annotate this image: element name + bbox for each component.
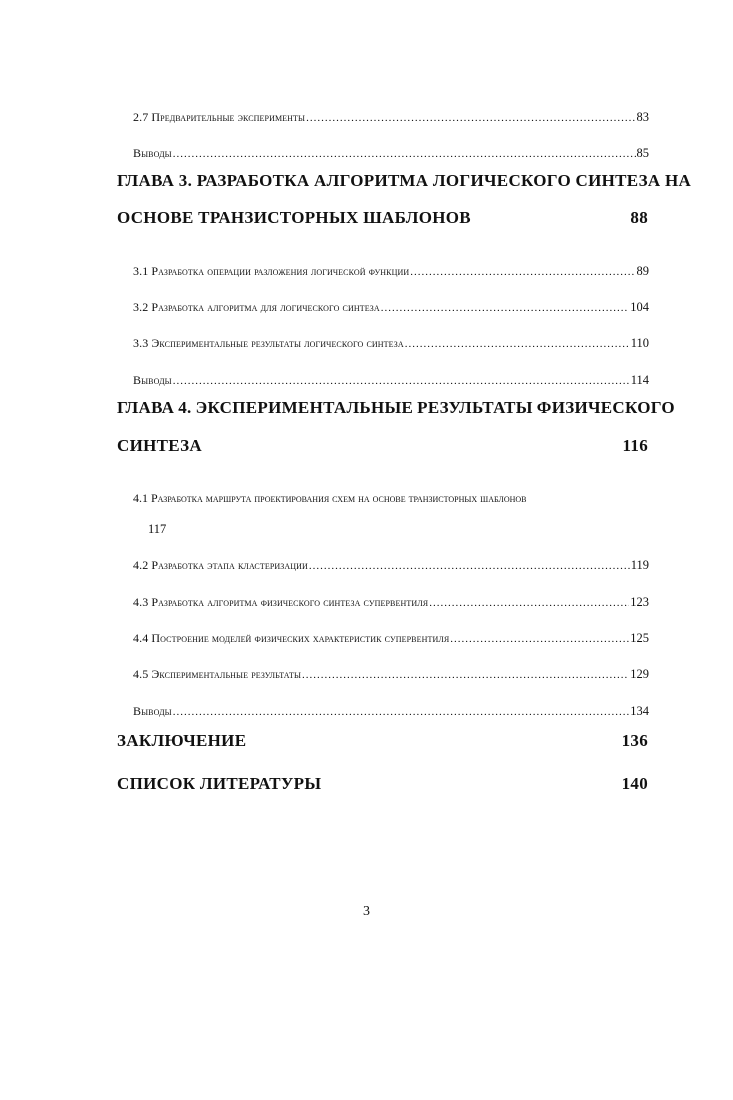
toc-chapter-word: ГЛАВА (117, 398, 175, 417)
toc-chapter-page: 116 (622, 436, 648, 455)
toc-entry-page: 83 (636, 110, 649, 124)
toc-chapter-word: ЭКСПЕРИМЕНТАЛЬНЫЕ (195, 398, 414, 417)
dot-leader (410, 264, 635, 280)
toc-entry-3-3[interactable] (133, 335, 649, 352)
toc-references[interactable] (117, 774, 650, 794)
dot-leader (173, 146, 636, 162)
dot-leader (381, 300, 629, 316)
toc-entry-4-1-label[interactable]: 4.1 Разработка маршрута проектирования схем на основе транзисторных шаблонов (133, 491, 527, 505)
toc-entry-label: Выводы (133, 704, 172, 718)
toc-entry-page: 114 (630, 373, 649, 387)
toc-entry-2-7[interactable] (133, 109, 649, 126)
toc-entry-label: 4.4 Построение моделей физических характеристик супервентиля (133, 631, 450, 645)
toc-chapter-title: ОСНОВЕ ТРАНЗИСТОРНЫХ ШАБЛОНОВ (117, 208, 471, 227)
toc-entry-page: 110 (630, 336, 649, 350)
toc-entry-4-4[interactable] (133, 630, 649, 647)
toc-entry-4-5[interactable] (133, 666, 649, 683)
toc-entry-page: 123 (630, 595, 649, 609)
toc-entry-page: 119 (630, 558, 649, 572)
page-number: 3 (363, 904, 370, 919)
toc-entry-page: 125 (630, 631, 649, 645)
toc-chapter-word: РЕЗУЛЬТАТЫ (417, 398, 533, 417)
toc-entry-ch2-conclusions[interactable] (133, 145, 649, 162)
toc-entry-3-2[interactable] (133, 299, 649, 316)
toc-chapter-title: ЗАКЛЮЧЕНИЕ (117, 731, 247, 750)
toc-entry-label: 3.1 Разработка операции разложения логической функции (133, 264, 410, 278)
toc-entry-label: Выводы (133, 373, 172, 387)
toc-entry-label: 3.3 Экспериментальные результаты логического синтеза (133, 336, 404, 350)
dot-leader (450, 631, 629, 647)
toc-chapter-page: 136 (621, 731, 648, 750)
toc-entry-label: 4.5 Экспериментальные результаты (133, 667, 302, 681)
toc-chapter-page: 88 (630, 208, 648, 227)
toc-chapter-word: 4. (178, 398, 192, 417)
dot-leader (309, 558, 630, 574)
toc-chapter-title: СПИСОК ЛИТЕРАТУРЫ (117, 774, 322, 793)
dot-leader (302, 667, 629, 683)
toc-entry-4-2[interactable] (133, 557, 649, 574)
toc-entry-label: 4.2 Разработка этапа кластеризации (133, 558, 308, 572)
toc-entry-page: 85 (636, 146, 649, 160)
toc-entry-page: 129 (630, 667, 649, 681)
toc-chapter-4-line-1[interactable] (117, 398, 675, 418)
toc-entry-page: 104 (630, 300, 649, 314)
dot-leader (306, 110, 635, 126)
toc-entry-page: 134 (630, 704, 649, 718)
toc-chapter-3-line-1[interactable]: ГЛАВА 3. РАЗРАБОТКА АЛГОРИТМА ЛОГИЧЕСКОГО СИНТЕЗА НА (117, 171, 692, 190)
toc-chapter-title: СИНТЕЗА (117, 436, 202, 455)
toc-entry-label: 2.7 Предварительные эксперименты (133, 110, 306, 124)
toc-entry-page: 89 (636, 264, 649, 278)
dot-leader (429, 595, 629, 611)
dot-leader (173, 704, 630, 720)
toc-entry-label: 3.2 Разработка алгоритма для логического синтеза (133, 300, 380, 314)
toc-entry-ch3-conclusions[interactable] (133, 372, 649, 389)
toc-chapter-4-line-2[interactable] (117, 436, 650, 456)
dot-leader (405, 336, 630, 352)
toc-entry-4-3[interactable] (133, 594, 649, 611)
toc-entry-4-1-page: 117 (148, 522, 167, 536)
toc-chapter-page: 140 (621, 774, 648, 793)
toc-entry-3-1[interactable] (133, 263, 649, 280)
toc-conclusion[interactable] (117, 731, 650, 751)
toc-entry-ch4-conclusions[interactable] (133, 703, 649, 720)
toc-entry-label: 4.3 Разработка алгоритма физического синтеза супервентиля (133, 595, 429, 609)
toc-chapter-3-line-2[interactable] (117, 208, 650, 228)
dot-leader (173, 373, 630, 389)
toc-chapter-word: ФИЗИЧЕСКОГО (536, 398, 675, 417)
toc-entry-label: Выводы (133, 146, 172, 160)
